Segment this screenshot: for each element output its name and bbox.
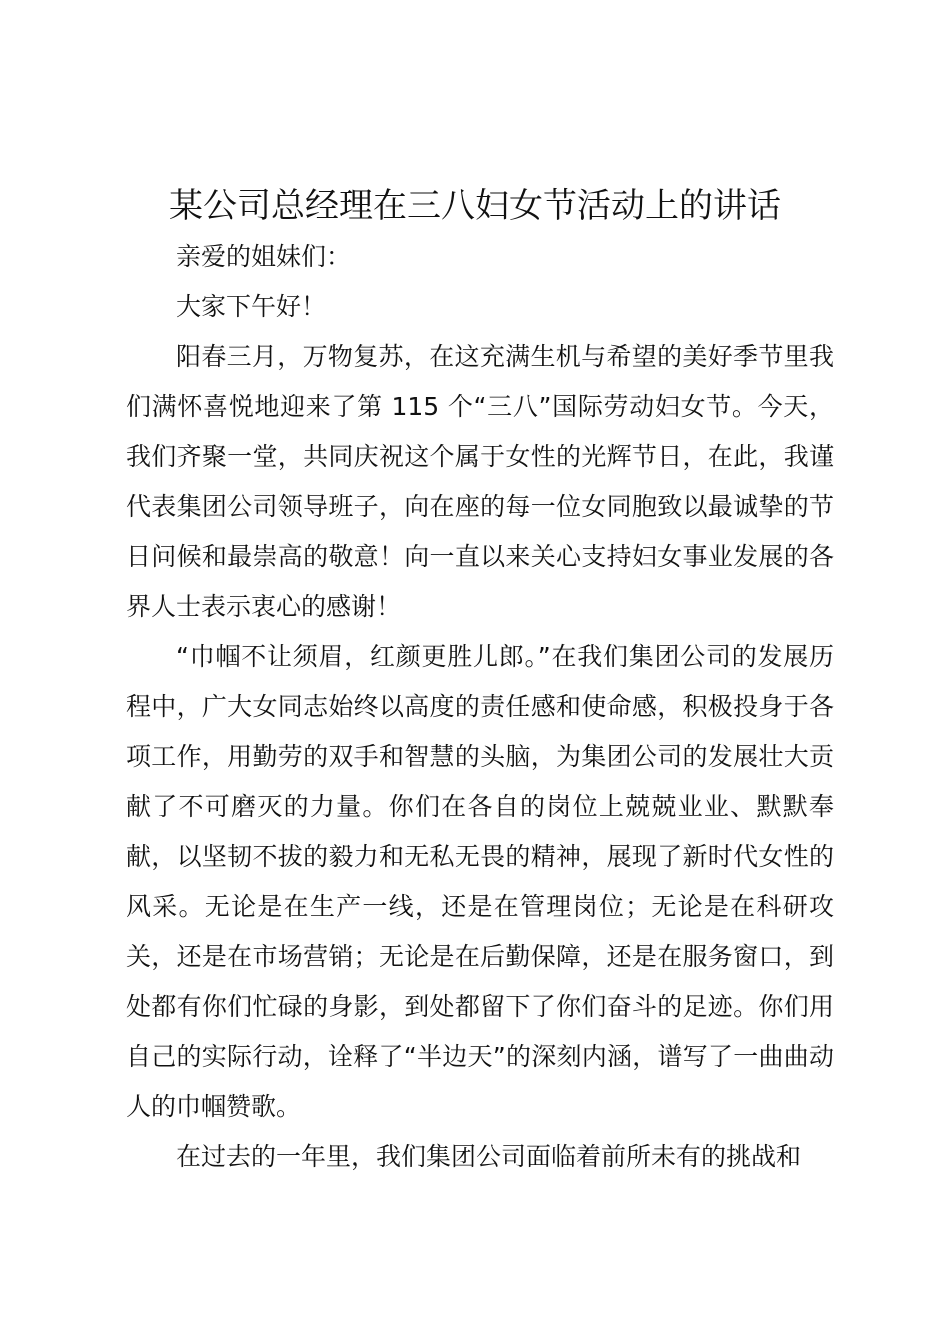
document-body — [126, 232, 834, 1182]
salutation-paragraph: 大家下午好！ — [176, 292, 327, 321]
greeting-paragraph: 亲爱的姐妹们： — [176, 242, 352, 271]
body-paragraph: “巾帼不让须眉，红颜更胜儿郎。”在我们集团公司的发展历程中，广大女同志始终以高度的责任感和使命感，积极投身于各项工作，用勤劳的双手和智慧的头脑，为集团公司的发展壮大贡献了不可磨灭的力量。你们在各自的岗位上兢兢业业、默默奉献，以坚韧不拔的毅力和无私无畏的精神，展现了新时代女性的风采。无论是在生产一线，还是在管理岗位；无论是在科研攻关，还是在市场营销；无论是在后勤保障，还是在服务窗口，到处都有你们忙碌的身影，到处都留下了你们奋斗的足迹。你们用自己的实际行动，诠释了“半边天”的深刻内涵，谱写了一曲曲动人的巾帼赞歌。 — [126, 642, 834, 1121]
body-paragraph: 在过去的一年里，我们集团公司面临着前所未有的挑战和 — [176, 1142, 802, 1171]
body-paragraph: 阳春三月，万物复苏，在这充满生机与希望的美好季节里我们满怀喜悦地迎来了第 115 个“三八”国际劳动妇女节。今天，我们齐聚一堂，共同庆祝这个属于女性的光辉节日，在此，我谨代表集团公司领导班子，向在座的每一位女同胞致以最诚挚的节日问候和最崇高的敬意！向一直以来关心支持妇女事业发展的各界人士表示衷心的感谢！ — [126, 342, 834, 621]
document-title: 某公司总经理在三八妇女节活动上的讲话 — [169, 186, 781, 226]
